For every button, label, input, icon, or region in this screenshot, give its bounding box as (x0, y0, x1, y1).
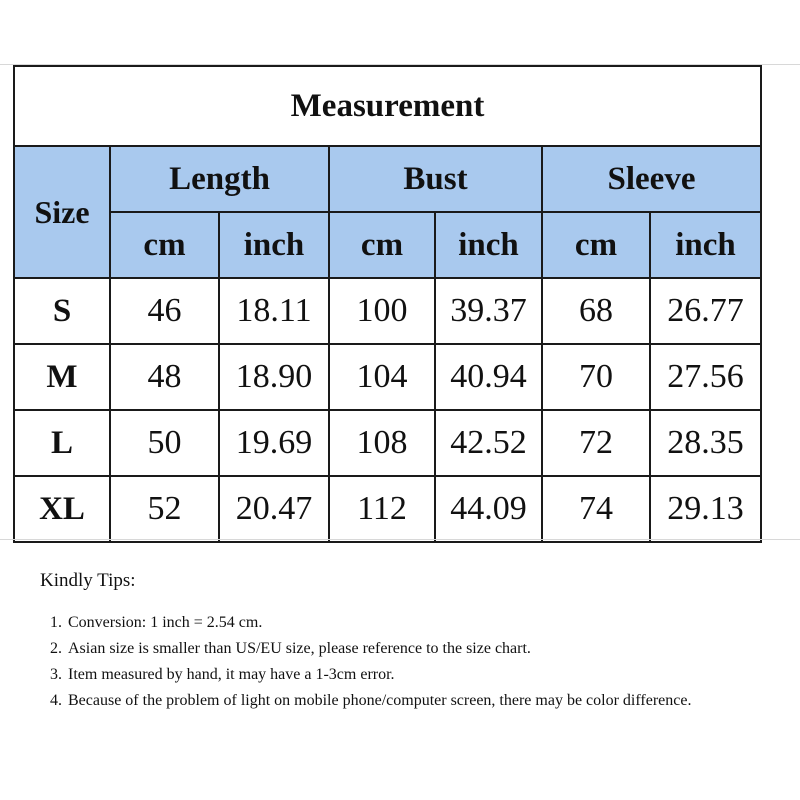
size-label: XL (14, 476, 110, 542)
tip-item: 2. Asian size is smaller than US/EU size, please reference to the size chart. (66, 636, 760, 662)
table-cell: 44.09 (435, 476, 542, 542)
table-cell: 74 (542, 476, 650, 542)
table-cell: 29.13 (650, 476, 761, 542)
table-cell: 28.35 (650, 410, 761, 476)
table-cell: 19.69 (219, 410, 329, 476)
tip-item: 3. Item measured by hand, it may have a 1-3cm error. (66, 662, 760, 688)
length-group-header: Length (110, 146, 329, 212)
unit-header: cm (542, 212, 650, 278)
table-cell: 40.94 (435, 344, 542, 410)
table-cell: 104 (329, 344, 435, 410)
table-cell: 48 (110, 344, 219, 410)
sleeve-group-header: Sleeve (542, 146, 761, 212)
table-cell: 26.77 (650, 278, 761, 344)
tips-title: Kindly Tips: (40, 570, 136, 591)
table-cell: 68 (542, 278, 650, 344)
kindly-tips (40, 570, 760, 714)
table-cell: 112 (329, 476, 435, 542)
size-label: L (14, 410, 110, 476)
table-cell: 39.37 (435, 278, 542, 344)
table-cell: 18.11 (219, 278, 329, 344)
table-cell: 72 (542, 410, 650, 476)
table-row (14, 476, 761, 542)
table-row (14, 344, 761, 410)
table-cell: 46 (110, 278, 219, 344)
table-cell: 50 (110, 410, 219, 476)
unit-header: cm (329, 212, 435, 278)
size-label: S (14, 278, 110, 344)
size-label: M (14, 344, 110, 410)
tip-item: 1. Conversion: 1 inch = 2.54 cm. (66, 610, 760, 636)
size-column-header: Size (14, 146, 110, 278)
table-cell: 108 (329, 410, 435, 476)
tips-list (40, 610, 760, 714)
size-chart-table (13, 65, 762, 543)
table-row (14, 410, 761, 476)
table-cell: 20.47 (219, 476, 329, 542)
table-cell: 70 (542, 344, 650, 410)
bottom-divider (0, 539, 800, 540)
unit-header: inch (219, 212, 329, 278)
unit-header: cm (110, 212, 219, 278)
table-row (14, 278, 761, 344)
table-cell: 100 (329, 278, 435, 344)
unit-header: inch (650, 212, 761, 278)
tip-item: 4. Because of the problem of light on mobile phone/computer screen, there may be color difference. (66, 688, 760, 714)
bust-group-header: Bust (329, 146, 542, 212)
table-cell: 52 (110, 476, 219, 542)
table-title: Measurement (14, 66, 761, 146)
unit-header: inch (435, 212, 542, 278)
table-cell: 18.90 (219, 344, 329, 410)
table-cell: 42.52 (435, 410, 542, 476)
table-cell: 27.56 (650, 344, 761, 410)
